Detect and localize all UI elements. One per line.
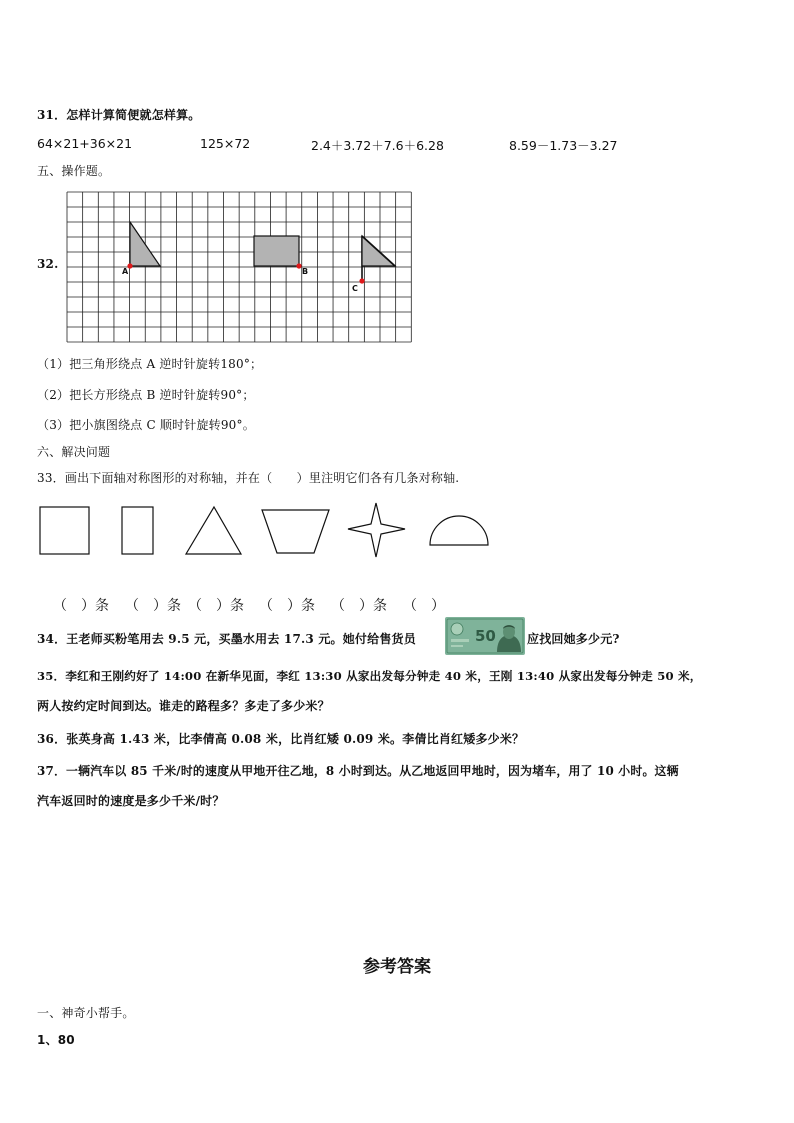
q32-task-1: （1）把三角形绕点 A 逆时针旋转180°； xyxy=(37,357,263,371)
point-b-label: B xyxy=(302,267,309,276)
q37-line-2: 汽车返回时的速度是多少千米/时？ xyxy=(37,794,225,808)
q31-title: 31．怎样计算简便就怎样算。 xyxy=(37,108,201,122)
blank-square[interactable]: （ ）条 xyxy=(53,598,109,614)
answer-item-1: 1、80 xyxy=(37,1033,75,1047)
q32-task-3: （3）把小旗图绕点 C 顺时针旋转90°。 xyxy=(37,418,255,432)
q31-expr-2: 125×72 xyxy=(200,136,251,151)
q35-line-2: 两人按约定时间到达。谁走的路程多？多走了多少米？ xyxy=(37,699,330,713)
rotation-grid-figure xyxy=(66,191,412,343)
q36-text: 36．张英身高 1.43 米，比李倩高 0.08 米，比肖红矮 0.09 米。李倩比肖红矮多少米？ xyxy=(37,732,525,746)
answers-section-1: 一、神奇小帮手。 xyxy=(37,1006,135,1020)
grid-lines xyxy=(67,192,411,342)
point-c-label: C xyxy=(352,284,358,293)
q35-line-1: 35．李红和王刚约好了 14:00 在新华见面，李红 13:30 从家出发每分钟走 40 米，王刚 13:40 从家出发每分钟走 50 米， xyxy=(37,669,702,683)
semicircle-shape xyxy=(430,516,488,545)
point-a-label: A xyxy=(122,267,129,276)
blank-semicircle[interactable]: （ ） xyxy=(403,598,445,614)
blank-trapezoid[interactable]: （ ）条 xyxy=(259,598,315,614)
four-point-star-shape xyxy=(348,503,405,557)
q31-expr-1: 64×21+36×21 xyxy=(37,136,133,151)
banknote-value: 50 xyxy=(475,627,496,645)
point-c-dot xyxy=(359,278,364,283)
section5-title: 五、操作题。 xyxy=(37,164,111,178)
blank-star[interactable]: （ ）条 xyxy=(331,598,387,614)
blank-rectangle[interactable]: （ ）条 xyxy=(125,598,181,614)
q33-answer-blanks xyxy=(53,595,445,615)
rectangle-shape xyxy=(254,236,299,266)
q33-title: 33．画出下面轴对称图形的对称轴，并在（ ）里注明它们各有几条对称轴. xyxy=(37,471,460,485)
q37-line-1: 37．一辆汽车以 85 千米/时的速度从甲地开往乙地，8 小时到达。从乙地返回甲地时，因为堵车，用了 10 小时。这辆 xyxy=(37,764,679,778)
q31-expr-4: 8.59－1.73－3.27 xyxy=(509,138,618,153)
q34-text-after: 应找回她多少元? xyxy=(527,632,620,646)
q32-task-2: （2）把长方形绕点 B 逆时针旋转90°； xyxy=(37,388,255,402)
tall-rectangle-shape xyxy=(122,507,153,554)
symmetry-shapes xyxy=(30,500,500,562)
q31-expr-3: 2.4＋3.72＋7.6＋6.28 xyxy=(311,138,444,153)
trapezoid-shape xyxy=(262,510,329,553)
answers-title: 参考答案 xyxy=(363,957,431,977)
blank-triangle[interactable]: （ ）条 xyxy=(188,598,244,614)
square-shape xyxy=(40,507,89,554)
banknote-image xyxy=(445,617,525,655)
q34-text-before: 34．王老师买粉笔用去 9.5 元，买墨水用去 17.3 元。她付给售货员 xyxy=(37,632,416,646)
point-b-dot xyxy=(296,263,301,268)
q32-number: 32. xyxy=(37,257,59,271)
section6-title: 六、解决问题 xyxy=(37,445,111,459)
triangle-outline-shape xyxy=(186,507,241,554)
